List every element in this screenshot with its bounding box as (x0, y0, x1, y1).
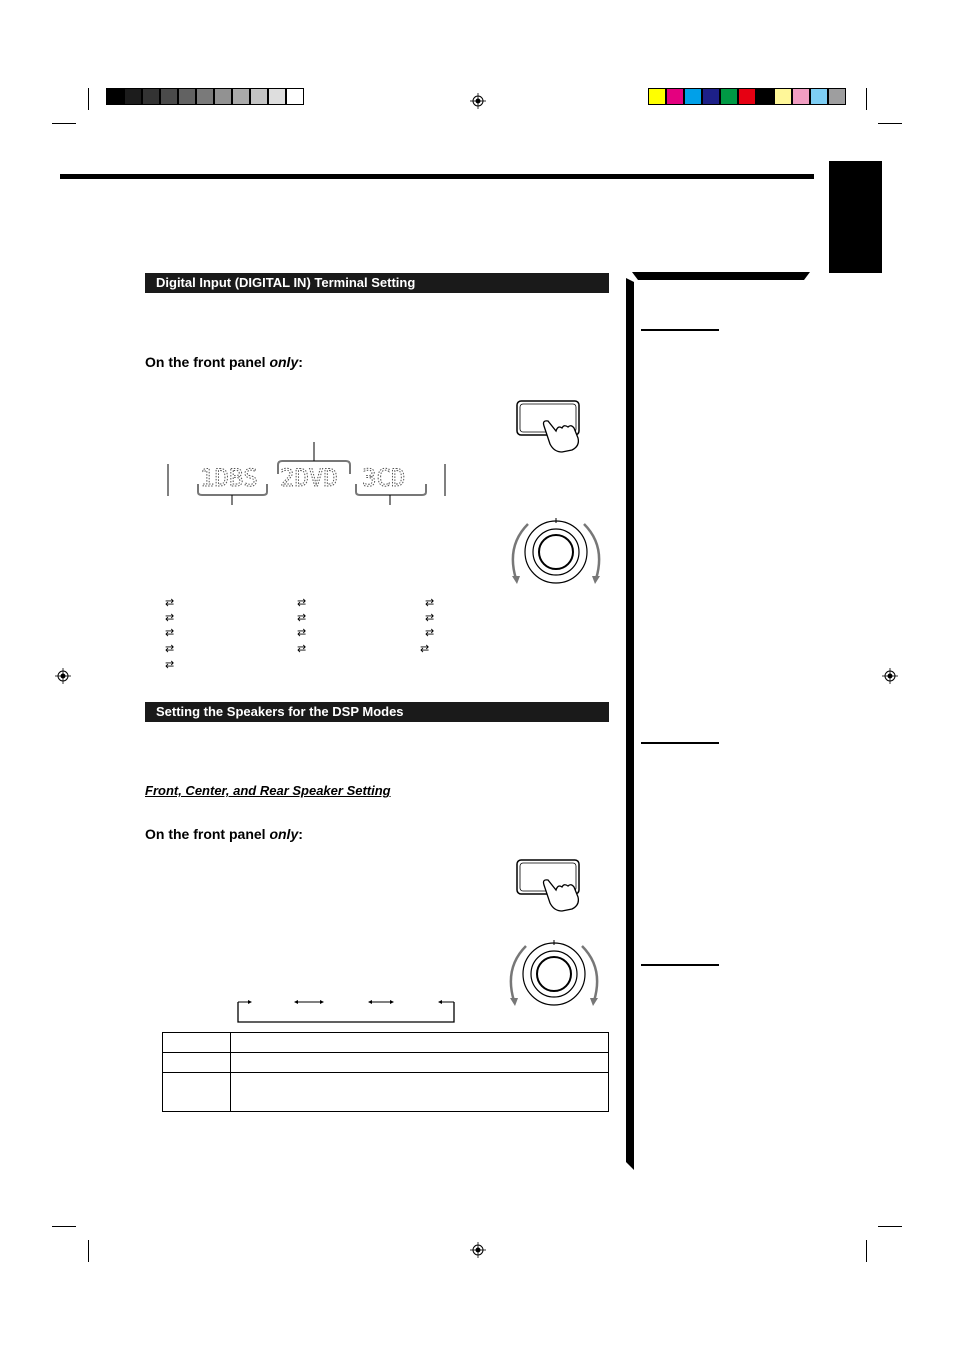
cycle-arrow-icon: ⇄ (420, 642, 430, 655)
fl-display-illustration (166, 438, 450, 506)
crop-mark (878, 123, 902, 124)
color-swatch (196, 88, 214, 105)
language-tab (829, 161, 882, 273)
section-title-digital-input: Digital Input (DIGITAL IN) Terminal Setting (145, 273, 609, 293)
header-rule (60, 174, 814, 179)
color-swatch (756, 88, 774, 105)
color-swatch (666, 88, 684, 105)
crop-mark (52, 123, 76, 124)
color-swatch (160, 88, 178, 105)
registration-mark-icon (470, 93, 486, 109)
front-panel-label-colon: : (298, 826, 303, 842)
table-cell (163, 1053, 231, 1073)
display-segment-1: 1DBS (200, 464, 258, 492)
display-segment-3: 3CD (362, 464, 406, 492)
crop-mark (88, 1240, 89, 1262)
table-cell (163, 1073, 231, 1112)
cycle-arrow-icon: ⇄ (425, 596, 435, 609)
registration-mark-icon (55, 668, 71, 684)
color-swatch (792, 88, 810, 105)
registration-mark-icon (882, 668, 898, 684)
color-swatch (232, 88, 250, 105)
table-row (163, 1053, 609, 1073)
cycle-arrow-icon: ⇄ (297, 596, 307, 609)
cycle-arrow-icon: ⇄ (165, 642, 175, 655)
front-panel-label-colon: : (298, 354, 303, 370)
color-swatch (124, 88, 142, 105)
crop-mark (88, 88, 89, 110)
cycle-arrow-icon: ⇄ (165, 611, 175, 624)
front-center-rear-subheading: Front, Center, and Rear Speaker Setting (145, 783, 391, 798)
front-panel-label-text: On the front panel (145, 354, 270, 370)
color-swatch (268, 88, 286, 105)
table-cell (231, 1073, 609, 1112)
table-row (163, 1073, 609, 1112)
color-swatch (684, 88, 702, 105)
cycle-arrow-icon: ⇄ (297, 642, 307, 655)
table-cell (231, 1033, 609, 1053)
color-swatch (250, 88, 268, 105)
section-title-dsp-speakers: Setting the Speakers for the DSP Modes (145, 702, 609, 722)
color-swatch (178, 88, 196, 105)
sidebar-divider (641, 742, 719, 744)
setting-loop-diagram (232, 994, 460, 1026)
color-swatch (106, 88, 124, 105)
display-segment-2: 2DVD (280, 464, 338, 492)
color-swatch (286, 88, 304, 105)
color-swatch (214, 88, 232, 105)
color-swatch (720, 88, 738, 105)
control-dial-illustration (504, 938, 604, 1006)
sidebar-divider (641, 964, 719, 966)
cycle-arrow-icon: ⇄ (165, 626, 175, 639)
color-swatch (774, 88, 792, 105)
cycle-arrow-icon: ⇄ (297, 626, 307, 639)
crop-mark (866, 1240, 867, 1262)
table-cell (163, 1033, 231, 1053)
cycle-arrow-icon: ⇄ (297, 611, 307, 624)
crop-mark (52, 1226, 76, 1227)
front-panel-label-only: only (269, 826, 299, 842)
color-swatch (648, 88, 666, 105)
cycle-arrow-icon: ⇄ (165, 596, 175, 609)
table-cell (231, 1053, 609, 1073)
color-swatch (702, 88, 720, 105)
registration-mark-icon (470, 1242, 486, 1258)
sidebar-frame (624, 272, 812, 1172)
table-row (163, 1033, 609, 1053)
press-button-illustration (514, 857, 588, 913)
crop-mark (878, 1226, 902, 1227)
color-swatch (738, 88, 756, 105)
front-panel-label-text: On the front panel (145, 826, 270, 842)
front-panel-label (145, 354, 303, 370)
cycle-arrow-icon: ⇄ (425, 611, 435, 624)
cycle-arrow-icon: ⇄ (165, 658, 175, 671)
sidebar-divider (641, 329, 719, 331)
front-panel-label-2 (145, 826, 303, 842)
press-button-illustration (514, 398, 588, 454)
speaker-setting-table (162, 1032, 609, 1112)
color-swatch (810, 88, 828, 105)
front-panel-label-only: only (269, 354, 299, 370)
color-swatch (142, 88, 160, 105)
control-dial-illustration (506, 516, 606, 584)
color-swatch (828, 88, 846, 105)
crop-mark (866, 88, 867, 110)
cycle-arrow-icon: ⇄ (425, 626, 435, 639)
